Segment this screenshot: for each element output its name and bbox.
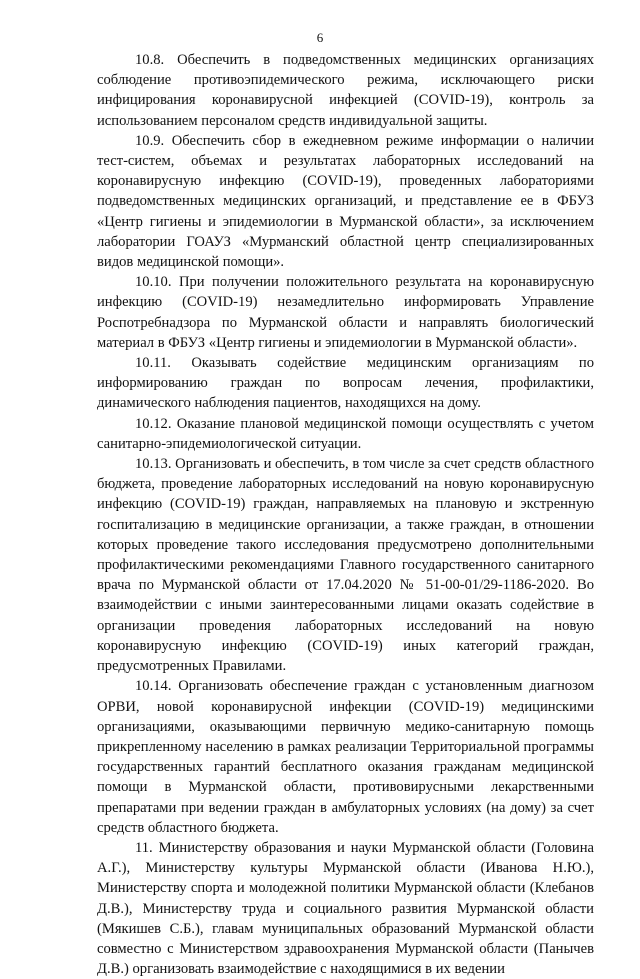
paragraph-10-11: 10.11. Оказывать содействие медицинским организациям по информированию граждан по вопросам лечения, профилактики, динамического наблюдения пациентов, находящихся на дому. [97,355,594,412]
paragraph-11: 11. Министерству образования и науки Мурманской области (Головина А.Г.), Министерству культуры Мурманской области (Иванова Н.Ю.), Министерству спорта и молодежной политики Мурманской области (Клебанов Д.В.), Министерству труда и социального развития Мурманской области (Мякишев С.Б.), главам муниципальных образований Мурманской области совместно с Министерством здравоохранения Мурманской области (Панычев Д.В.) организовать взаимодействие с находящимися в их ведении [97,839,594,978]
paragraph-10-10: 10.10. При получении положительного результата на коронавирусную инфекцию (COVID-19) незамедлительно информировать Управление Роспотребнадзора по Мурманской области и направлять биологический материал в ФБУЗ «Центр гигиены и эпидемиологии в Мурманской области». [97,274,594,351]
paragraph-10-8: 10.8. Обеспечить в подведомственных медицинских организациях соблюдение противоэпидемического режима, исключающего риски инфицирования коронавирусной инфекцией (COVID-19), контроль за использованием персоналом средств индивидуальной защиты. [97,52,594,129]
paragraph-10-13: 10.13. Организовать и обеспечить, в том числе за счет средств областного бюджета, проведение лабораторных исследований на новую коронавирусную инфекцию (COVID-19) граждан, направляемых на плановую и экстренную госпитализацию в медицинские организации, а также граждан, в отношении которых проведение такого исследования предусмотрено дополнительными профилактическими рекомендациями Главного государственного санитарного врача по Мурманской области от 17.04.2020 № 51-00-01/29-1186-2020. Во взаимодействии с иными заинтересованными лицами оказать содействие в организации проведения лабораторных исследований на новую коронавирусную инфекцию (COVID-19) иных категорий граждан, предусмотренных Правилами. [97,456,594,675]
paragraph-10-12: 10.12. Оказание плановой медицинской помощи осуществлять с учетом санитарно-эпидемиологической ситуации. [97,415,594,452]
paragraph-10-14: 10.14. Организовать обеспечение граждан с установленным диагнозом ОРВИ, новой коронавирусной инфекции (COVID-19) медицинскими организациями, оказывающими первичную медико-санитарную помощь прикрепленному населению в рамках реализации Территориальной программы государственных гарантий бесплатного оказания гражданам медицинской помощи в Мурманской области, противовирусными лекарственными препаратами при ведении граждан в амбулаторных условиях (на дому) за счет средств областного бюджета. [97,678,594,836]
page-number: 6 [316,30,324,45]
paragraph-10-9: 10.9. Обеспечить сбор в ежедневном режиме информации о наличии тест-систем, объемах и результатах лабораторных исследований на коронавирусную инфекцию (COVID-19), проведенных лабораториями подведомственных медицинских организаций, и представление ее в ФБУЗ «Центр гигиены и эпидемиологии в Мурманской области», за исключением лаборатории ГОАУЗ «Мурманский областной центр специализированных видов медицинской помощи». [97,132,594,271]
document-body [97,50,594,979]
